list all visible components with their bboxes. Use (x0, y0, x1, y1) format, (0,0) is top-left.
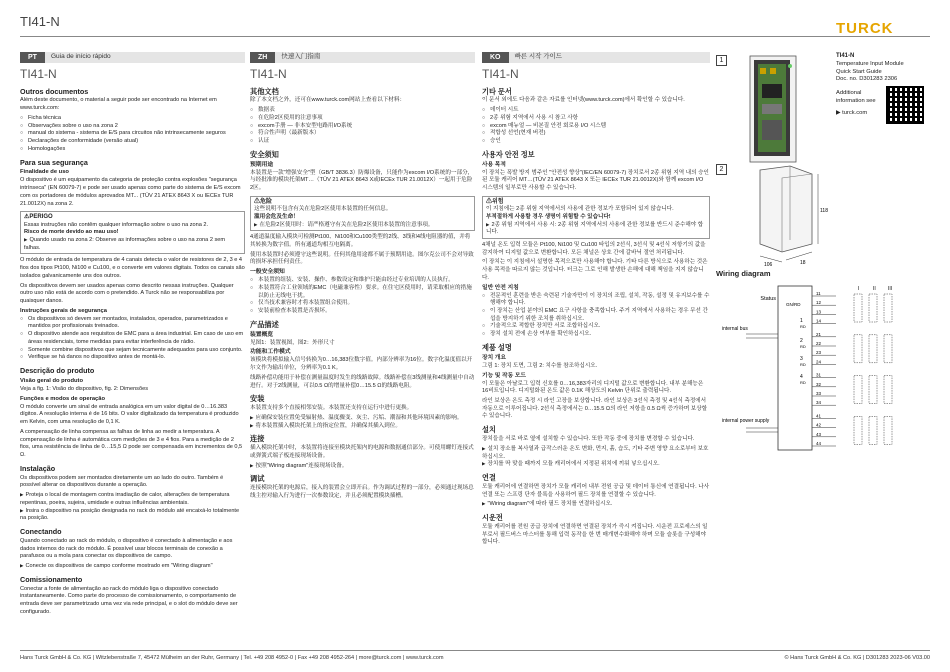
subsection-title: Instruções gerais de segurança (20, 307, 107, 314)
list-item: ○ Ficha técnica (28, 115, 245, 123)
section-title: 기타 문서 (482, 86, 512, 96)
subsection-title: Visão geral do produto (20, 378, 84, 384)
section-text: O módulo converte um sinal de entrada analógica em um valor digital de 0…16.383 dígitos. A resolução interna é de 16 bits. O valor digitalizado da temperatura é produzido em Kelvin, com uma resolução de 0,1 K. (20, 403, 239, 426)
list-item: ○ 데이터 시트 (490, 107, 710, 115)
section-title: Descrição do produto (20, 366, 95, 376)
wd-sensor-box (869, 416, 877, 444)
danger-sub: Risco de morte devido ao mau uso! (24, 229, 119, 236)
section-text: Veja a fig. 1: Visão do dispositivo, fig. 2: Dimensões (20, 385, 149, 392)
wd-terminal-label: 42 (816, 422, 822, 428)
wd-col-ii: II (873, 286, 876, 292)
section-text: Os dispositivos devem ser usados apenas como descrito nessas instruções. Qualquer outro uso não está de acordo com o pretendido. A Turck não se responsabiliza por quaisquer danos. (20, 282, 234, 305)
section-title: Para sua segurança (20, 157, 88, 167)
document-list (20, 115, 245, 154)
instruction-step: ▶ 설치 장소를 복사열과 급작스러운 온도 변화, 먼지, 흙, 습도, 기타 주변 영향 요소로부터 보호하십시오. (482, 446, 710, 461)
language-title: Guia de início rápido (50, 53, 111, 61)
info-line: Temperature Input Module (836, 60, 904, 67)
section-title: Comissionamento (20, 574, 83, 584)
document-title: TI41-N (20, 14, 60, 29)
section-title: 사용자 안전 정보 (482, 149, 535, 159)
section-text: Os dispositivos podem ser montados diretamente um ao lado do outro. Também é possível alterar os dispositivos durante a operação. (20, 474, 224, 489)
wd-terminal-label: 12 (816, 300, 822, 306)
figure-1-number: 1 (716, 55, 727, 66)
turck-logo: TURCK (836, 20, 894, 37)
wd-terminal-label: 21 (816, 331, 822, 337)
wd-sensor-box (854, 335, 862, 363)
list-item: ○ Somente combine dispositivos que sejam tecnicamente adequados para uso conjunto. (28, 347, 245, 355)
section-title: 产品描述 (250, 319, 279, 329)
wd-terminal-label: 22 (816, 341, 822, 346)
qr-code[interactable] (886, 86, 924, 124)
section-title: 연결 (482, 472, 496, 482)
section-text: 本装置支持多个直接相邻安装。本装置还支持在运行中进行更换。 (250, 405, 413, 412)
section-text: O módulo de entrada de temperatura de 4 canais detecta o valor de resistores de 2, 3 e 4 fios dos tipos Pt100, Ni100 e Cu100, e o converte em valores digitais. Todos os canais são isolados galvanicamente uns dos outros. (20, 257, 245, 279)
svg-text:3: 3 (800, 356, 803, 362)
wd-sensor-box (884, 376, 892, 404)
wd-sensor-box (854, 294, 862, 322)
list-item: ○ 기술적으로 적합한 장치만 서로 조합하십시오. (490, 323, 710, 331)
section-text: 连接模块托架的电源后，接入的装置会立即开启。作为调试过程的一部分，必须通过现场总线主控对输入行为进行一次参数设定，并且必须配置模块插槽。 (250, 485, 474, 500)
section-title: 安装 (250, 394, 265, 404)
list-item: ○ 符合性声明（最新版本） (258, 130, 475, 138)
wd-terminal-label: 34 (816, 400, 822, 406)
info-line: Quick Start Guide (836, 68, 882, 75)
wd-sensor-box (869, 376, 877, 404)
list-item: ○ Observações sobre o uso na zona 2 (28, 123, 245, 131)
section-text: 插入模块托架中时，本装置将连接至模块托架内的电源和数据通信部分。可使用螺钉连接式或弹簧式端子板连接现场设备。 (250, 445, 474, 459)
section-text: 4채널 온도 입력 모듈은 Pt100, Ni100 및 Cu100 타입의 2선식, 3선식 및 4선식 저항기의 값을 감지하여 디지털 값으로 변환합니다. 모든 채널은 상호 간에 갈바닉 절연 처리됩니다. (482, 242, 706, 256)
device-view-figure (740, 54, 820, 166)
list-item: ○ 仅当技术兼容时才将本装置组合使用。 (258, 300, 475, 308)
footer-left: Hans Turck GmbH & Co. KG | Witzlebenstraße 7, 45472 Mülheim an der Ruhr, Germany | Tel. +49 208 4952-0 | Fax +49 208 4952-264 | more@turck.com | www.turck.com (20, 655, 444, 661)
wd-terminal-label: 43 (816, 431, 822, 437)
subsection-title: 预期用途 (250, 161, 274, 168)
svg-text:RD: RD (800, 380, 806, 385)
dimension-118: 118 (820, 208, 828, 214)
danger-box (482, 196, 710, 239)
list-item: ○ Homologações (28, 146, 245, 154)
svg-text:RD: RD (800, 324, 806, 329)
wd-terminal-label: 44 (816, 441, 822, 446)
section-title: 설치 (482, 425, 496, 435)
info-url[interactable]: turck.com (842, 109, 868, 116)
language-bar (20, 52, 245, 63)
wd-sensor-box (884, 416, 892, 444)
subsection-title: 装置概览 (250, 331, 274, 338)
danger-title: ⚠ 危险 (254, 198, 471, 206)
product-name: TI41-N (250, 67, 287, 81)
section-text: 该模块将模拟输入信号转换为0…16,383位数字值。内部分辨率为16位。数字化温度值以开尔文作为输出单位，分辨率为0.1 K。 (250, 357, 473, 372)
wd-col-i: I (858, 286, 860, 292)
product-name: TI41-N (482, 67, 519, 81)
wd-terminals (812, 291, 892, 446)
wd-terminal-label: 13 (816, 309, 822, 315)
wiring-diagram-title: Wiring diagram (716, 269, 771, 278)
product-name: TI41-N (20, 67, 57, 81)
wiring-diagram (716, 280, 930, 456)
instruction-step: ▶ Conecte os dispositivos de campo conforme mostrado em "Wiring diagram" (20, 563, 245, 571)
section-text: 장치들을 서로 바로 옆에 설치할 수 있습니다. 또한 작동 중에 장치를 변경할 수 있습니다. (482, 436, 695, 443)
safety-list (20, 316, 245, 362)
subsection-title: Finalidade de uso (20, 169, 69, 176)
list-item: ○ 승인 (490, 138, 710, 146)
section-text: 그림 1: 장치 도면, 그림 2: 치수를 참조하십시오. (482, 362, 598, 369)
danger-box (20, 211, 245, 254)
wd-sensor-box (869, 294, 877, 322)
dimension-106: 106 (764, 262, 773, 268)
danger-action: ▶ 在危险2区使用时：请严格遵守有关在危险2区使用本装置的注意事项。 (254, 222, 471, 230)
section-title: 安全须知 (250, 149, 279, 159)
danger-title: ⚠ PERIGO (24, 213, 241, 221)
dimensions-figure (740, 164, 840, 268)
list-item: ○ 在危险2区使用的注意事项 (258, 115, 475, 123)
instruction-step: ▶ 장치를 딱 맞을 때까지 모듈 캐리어에서 지정된 위치에 끼워 넣으십시오. (482, 461, 710, 469)
wd-terminal-label: 14 (816, 318, 822, 324)
subsection-title: 사용 목적 (482, 161, 507, 168)
wd-status: Status (760, 296, 776, 302)
wd-terminal-label: 41 (816, 413, 822, 419)
wd-channel-1 (800, 318, 806, 329)
section-title: 제품 설명 (482, 342, 512, 352)
wd-sensor-box (884, 294, 892, 322)
subsection-title: Funções e modos de operação (20, 395, 106, 402)
language-bar (250, 52, 475, 63)
section-text: Conectar a fonte de alimentação ao rack do módulo liga o dispositivo conectado instantaneamente. Como parte do processo de comissionamento, o comportamento de entrada deve ser parametrizado uma vez via rede principal, e o slot do módulo deve ser configurado. (20, 585, 238, 615)
wd-terminal-label: 33 (816, 391, 822, 396)
list-item: ○ 장치 설치 전에 손상 여부를 확인하십시오. (490, 331, 710, 339)
wd-internal-bus: internal bus (722, 326, 748, 332)
list-item: ○ 认证 (258, 138, 475, 146)
svg-text:RD: RD (800, 344, 806, 349)
section-title: 连接 (250, 434, 265, 444)
wd-channel-2 (800, 338, 806, 349)
list-item: ○ Verifique se há danos no dispositivo antes de montá-lo. (28, 354, 245, 362)
dimension-18: 18 (800, 260, 806, 266)
list-item: ○ 이 장치는 산업 분야의 EMC 요구 사항을 충족합니다. 주거 지역에서 사용하는 경우 무선 간섭을 방지하기 위한 조치를 취하십시오. (490, 308, 710, 323)
wd-terminal-label: 32 (816, 381, 822, 387)
wd-gnrd: GN/RD (786, 302, 801, 307)
section-text: 이 장치는 이 지침에서 설명한 목적으로만 사용해야 합니다. 기타 다른 방식으로 사용하는 것은 사용 목적을 따르지 않는 것입니다. 터크는 그로 인해 발생한 손해에 대해 책임을 지지 않습니다. (482, 259, 708, 281)
wd-terminal-label: 23 (816, 350, 822, 356)
list-item: ○ 전문적인 훈련을 받은 숙련된 기술자만이 이 장치의 조립, 설치, 작동, 설정 및 유지보수를 수행해야 합니다. (490, 293, 710, 308)
section-text: 이 장치는 폭발 방지 범주인 "안전성 향상"(IEC/EN 60079-7) 장치로서 2종 위험 지역 내의 승인된 모듈 캐리어 MT…(TÜV 21 ATEX 8643 X 또는 IECEx TUR 21.0012X)와 함께 excom I/O 시스템의 일부로만 사용할 수 있습니다. (482, 169, 709, 192)
instruction-step: ▶ 将本装置插入模块托架上的指定位置，并确保其插入到位。 (250, 423, 475, 431)
language-title: 빠른 시작 가이드 (514, 53, 563, 61)
section-text: 本装置是一款"增强安全"型（GB/T 3836.3）防爆设备，只能作为excom I/O系统的一部分，与经批准的模块托架MT…（TÜV 21 ATEX 8643 X或IECEx TUR 21.0012X）一起用于危险2区。 (250, 169, 474, 192)
language-bar (482, 52, 710, 63)
subsection-title: 기능 및 작동 모드 (482, 372, 527, 379)
svg-text:4: 4 (800, 374, 803, 380)
section-text: 除了本文档之外，还可在www.turck.com网站上查看以下材料： (250, 97, 406, 104)
svg-text:2: 2 (800, 338, 803, 344)
section-title: 调试 (250, 474, 265, 484)
danger-box (250, 196, 475, 231)
section-title: Outros documentos (20, 86, 89, 96)
wd-sensor-box (854, 376, 862, 404)
section-text: A compensação de linha compensa as falhas de linha ao medir a temperatura. A compensação de linha é automática com medições de 3 e 4 fios. Para a medição de 2 fios, uma resistência de linha de 0…15,5 Ω pode ser compensada em incrementos de 0,5 Ω. (20, 428, 243, 458)
list-item: ○ excom手册 — 非本安型电路用I/O系统 (258, 123, 475, 131)
wd-channel-4 (800, 374, 806, 385)
instruction-step: ▶ 按照"Wiring diagram"连接现场设备。 (250, 463, 475, 471)
section-title: 其他文档 (250, 86, 279, 96)
arrow-icon: ▶ (836, 109, 841, 116)
header-divider (20, 36, 930, 37)
wd-terminal-label: 24 (816, 359, 822, 365)
section-text: 见图1：装置视图，图2：外形尺寸 (250, 339, 335, 346)
info-additional: Additional information see (836, 90, 876, 105)
document-list (250, 107, 475, 146)
wd-internal-power: internal power supply (722, 418, 770, 424)
figure-2-number: 2 (716, 164, 727, 175)
subsection-title: 장치 개요 (482, 354, 507, 361)
language-code: PT (20, 52, 45, 63)
info-title: TI41-N (836, 53, 855, 59)
instruction-step: ▶ Insira o dispositivo na posição designada no rack do módulo até encaixá-lo totalmente na posição. (20, 508, 245, 523)
column-ko (482, 52, 710, 549)
list-item: ○ 적합성 선언(현재 버전) (490, 130, 710, 138)
section-text: 이 문서 외에도 다음과 같은 자료를 인터넷(www.turck.com)에서 확인할 수 있습니다. (482, 97, 685, 104)
info-line: Doc. no. D301283 2306 (836, 76, 898, 83)
wd-channel-3 (800, 356, 806, 367)
document-list (482, 107, 710, 146)
footer (20, 650, 930, 661)
section-text: 모듈 캐리어를 전원 공급 장치에 연결하면 연결된 장치가 즉시 켜집니다. 시운전 프로세스의 일부로서 필드버스 마스터를 통해 입력 동작을 한 번 매개변수화해야 하며 모듈 슬롯을 구성해야 합니다. (482, 523, 708, 546)
list-item: ○ Declarações de conformidade (versão atual) (28, 138, 245, 146)
subsection-title: 功能和工作模式 (250, 349, 291, 356)
section-text: 라인 보상은 온도 측정 시 라인 고장을 보상합니다. 라인 보상은 3선식 측정 및 4선식 측정에서 자동으로 이루어집니다. 2선식 측정에서는 0…15.5 Ω의 라인 저항을 0.5 Ω씩 증가하며 보상할 수 있습니다. (482, 397, 708, 420)
instruction-step: ▶ "Wiring diagram"에 따라 필드 장치를 연결하십시오. (482, 501, 710, 509)
danger-action: ▶ Quando usado na zona 2: Observe as informações sobre o uso na zona 2 sem falhas. (24, 237, 241, 252)
column-pt (20, 52, 245, 619)
danger-text: 这些说明不包含有关在危险2区使用本装置的任何信息。 (254, 206, 392, 213)
language-title: 快速入门指南 (281, 53, 321, 61)
section-text: Além deste documento, o material a seguir pode ser encontrado na Internet em www.turck.com: (20, 97, 217, 112)
column-zh (250, 52, 475, 503)
danger-sub: 滥用会危及生命！ (254, 213, 299, 220)
section-text: Quando conectado ao rack do módulo, o dispositivo é conectado à alimentação e aos dados internos do rack do módulo. É possível usar blocos terminais de conexão a parafusos ou a mola para conectar os dispositivos de campo. (20, 537, 233, 560)
wd-sensor-box (869, 335, 877, 363)
list-item: ○ 安装前检查本装置是否损坏。 (258, 308, 475, 316)
danger-action: ▶ 2종 위험 지역에서 사용 시: 2종 위험 지역에서의 사용에 관한 정보를 반드시 준수해야 합니다. (486, 222, 706, 237)
footer-right: © Hans Turck GmbH & Co. KG | D301283 2023-06 V03.00 (784, 655, 930, 661)
section-text: 이 모듈은 아날로그 입력 신호를 0…16,383자리의 디지털 값으로 변환합니다. 내부 분해능은 16비트입니다. 디지털화된 온도 값은 0.1K 해상도의 Kelvin 단위로 출력됩니다. (482, 380, 704, 395)
wd-terminal-label: 11 (816, 291, 821, 296)
section-text: O dispositivo é um equipamento da categoria de proteção contra explosões "segurança intrínseca" (EN 60079-7) e pode ser usado apenas como parte do sistema de E/S excom com os portadores de módulos aprovados MT... (TÜV 21 ATEX 8643 X ou IECEx TUR 21.0012X) na zona 2. (20, 177, 241, 207)
danger-sub: 부적절하게 사용할 경우 생명이 위험할 수 있습니다! (486, 213, 611, 220)
section-title: 시운전 (482, 513, 503, 523)
list-item: ○ manual do sistema - sistema de E/S para circuitos não intrinsecamente seguros (28, 130, 245, 138)
danger-title: ⚠ 위험 (486, 198, 706, 206)
list-item: ○ 本装置的组装、安装、操作、参数设定和维护只能由经过专业培训的人员执行。 (258, 277, 475, 285)
list-item: ○ O dispositivo atende aos requisitos de EMC para a área industrial. Em caso de uso em áreas residenciais, tome medidas para evitar interferência de rádio. (28, 331, 245, 346)
list-item: ○ 2종 위험 지역에서 사용 시 참고 사항 (490, 115, 710, 123)
svg-text:RD: RD (800, 362, 806, 367)
wd-col-iii: III (888, 286, 893, 292)
language-code: KO (482, 52, 509, 63)
section-text: 4通道温度输入模块可检测Pt100、Ni100和Cu100类型的2线、3线和4线电阻器的值，并将其转换为数字值。所有通道均相互电隔离。 (250, 234, 471, 249)
section-title: Instalação (20, 463, 56, 473)
subsection-title: 일반 안전 지침 (482, 284, 519, 291)
wd-sensor-box (884, 335, 892, 363)
section-title: Conectando (20, 526, 62, 536)
danger-text: Essas instruções não contêm qualquer informação sobre o uso na zona 2. (24, 221, 209, 228)
list-item: ○ excom 매뉴얼 — 비본질 안전 회로용 I/O 시스템 (490, 123, 710, 131)
instruction-step: ▶ Proteja o local de montagem contra irradiação de calor, alterações de temperatura repentinas, poeira, sujeira, umidade e outras influências ambientais. (20, 492, 245, 507)
list-item: ○ 本装置符合工业领域的EMC（电磁兼容性）要求。在住宅区使用时，请采取相应的措施以防止无线电干扰。 (258, 285, 475, 300)
section-text: 使用本装置时必须遵守这些说明。任何其他用途都不属于预期用途。图尔克公司不会对导致的损坏承担任何责任。 (250, 251, 474, 266)
wd-sensor-box (854, 416, 862, 444)
language-code: ZH (250, 52, 275, 63)
section-text: 모듈 캐리어에 연결하면 장치가 모듈 캐리어 내부 전원 공급 및 데이터 통신에 연결됩니다. 나사 연결 또는 스프링 단자 블록을 사용하여 필드 장치를 연결할 수 있습니다. (482, 483, 710, 498)
section-text: 线路补偿功能用于补偿在测量温度时发生的线路故障。线路补偿在3线测量和4线测量中自动进行。对于2线测量，可以0.5 Ω的增量补偿0…15.5 Ω的线路电阻。 (250, 374, 475, 389)
list-item: ○ 数据表 (258, 107, 475, 115)
safety-list (482, 293, 710, 339)
instruction-step: ▶ 应确保安装位置免受辐射热、温度骤变、灰尘、污垢、潮湿和其他环境因素的影响。 (250, 415, 475, 423)
danger-text: 이 지침에는 2종 위험 지역에서의 사용에 관한 정보가 포함되어 있지 않습니다. (486, 206, 674, 213)
safety-list (250, 277, 475, 316)
wd-terminal-label: 31 (816, 372, 822, 378)
svg-text:1: 1 (800, 318, 803, 324)
subsection-title: 一般安全须知 (250, 269, 285, 276)
list-item: ○ Os dispositivos só devem ser montados, instalados, operados, parametrizados e mantidos por profissionais treinados. (28, 316, 245, 331)
